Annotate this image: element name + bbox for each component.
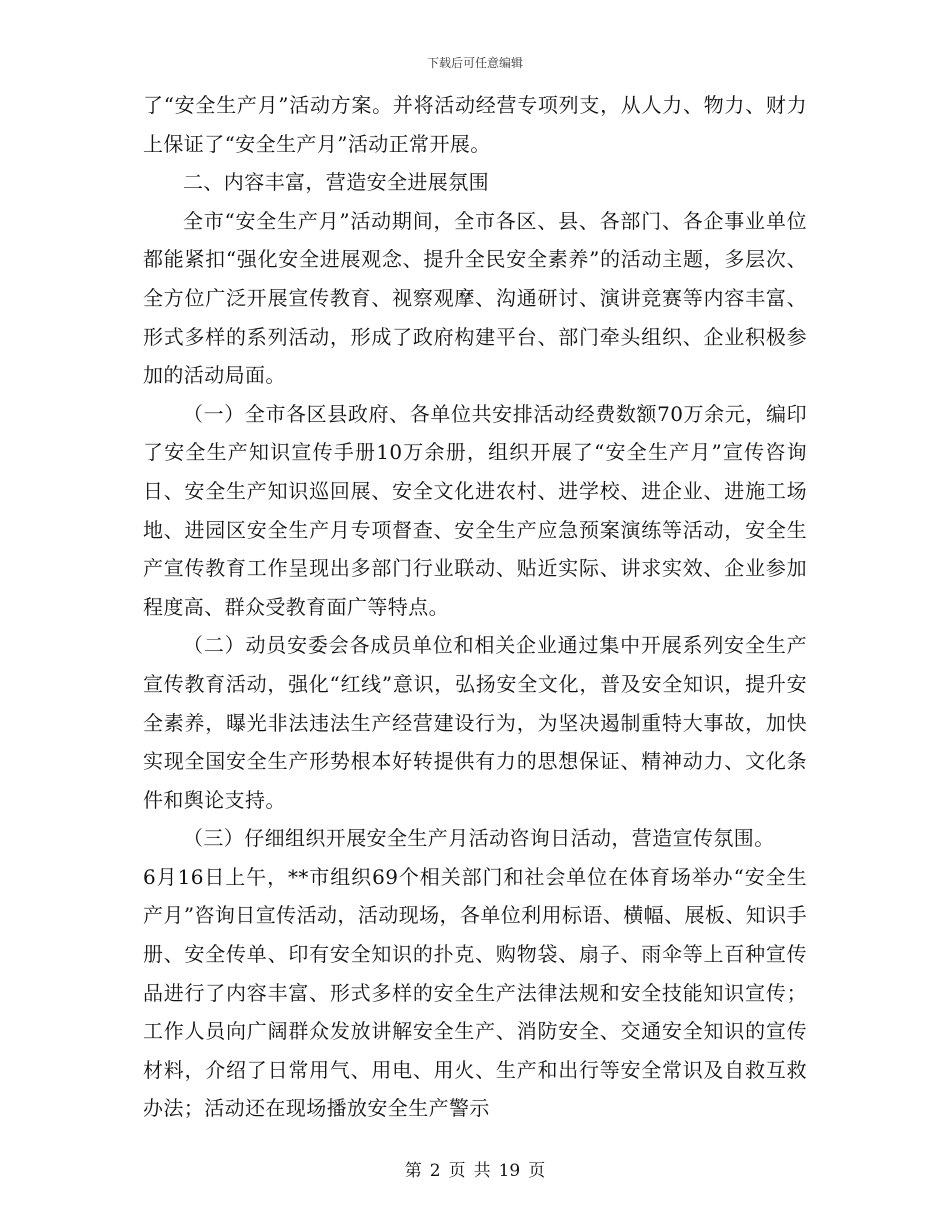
page-header-note: 下载后可任意编辑: [426, 56, 523, 70]
footer-suffix: 页: [528, 1161, 546, 1181]
footer-current-page: 2: [429, 1161, 441, 1181]
footer-prefix: 第: [404, 1161, 422, 1181]
paragraph-overview: 全市“安全生产月”活动期间，全市各区、县、各部门、各企事业单位都能紧扣“强化安全进展观念、提升全民安全素养”的活动主题，多层次、全方位广泛开展宣传教育、视察观摩、沟通研讨、演讲竞赛等内容丰富、形式多样的系列活动，形成了政府构建平台、部门牵头组织、企业积极参加的活动局面。: [143, 208, 807, 388]
footer-page-word: 页: [448, 1161, 466, 1181]
paragraph-item-3-body: 6月16日上午，**市组织69个相关部门和社会单位在体育场举办“安全生产月”咨询日宣传活动，活动现场，各单位利用标语、横幅、展板、知识手册、安全传单、印有安全知识的扑克、购物袋、扇子、雨伞等上百种宣传品进行了内容丰富、形式多样的安全生产法律法规和安全技能知识宣传；工作人员向广阔群众发放讲解安全生产、消防安全、交通安全知识的宣传材料，介绍了日常用气、用电、用火、生产和出行等安全常识及自救互救办法；活动还在现场播放安全生产警示: [143, 864, 807, 1121]
page-footer: [0, 1156, 950, 1181]
footer-total-word: 共: [473, 1161, 491, 1181]
paragraph-item-2: （二）动员安委会各成员单位和相关企业通过集中开展系列安全生产宣传教育活动，强化“红线”意识，弘扬安全文化，普及安全知识，提升安全素养，曝光非法违法生产经营建设行为，为坚决遏制重特大事故，加快实现全国安全生产形势根本好转提供有力的思想保证、精神动力、文化条件和舆论支持。: [143, 633, 807, 812]
document-body: [143, 86, 807, 1128]
section-heading: 二、内容丰富，营造安全进展氛围: [183, 170, 489, 195]
paragraph-continuation: 了“安全生产月”活动方案。并将活动经营专项列支，从人力、物力、财力上保证了“安全生产月”活动正常开展。: [143, 93, 807, 156]
paragraph-item-1: （一）全市各区县政府、各单位共安排活动经费数额70万余元，编印了安全生产知识宣传手册10万余册，组织开展了“安全生产月”宣传咨询日、安全生产知识巡回展、安全文化进农村、进学校、进企业、进施工场地、进园区安全生产月专项督查、安全生产应急预案演练等活动，安全生产宣传教育工作呈现出多部门行业联动、贴近实际、讲求实效、企业参加程度高、群众受教育面广等特点。: [143, 401, 807, 619]
footer-total-pages: 19: [498, 1161, 521, 1181]
paragraph-item-3-heading: （三）仔细组织开展安全生产月活动咨询日活动，营造宣传氛围。: [183, 826, 775, 851]
